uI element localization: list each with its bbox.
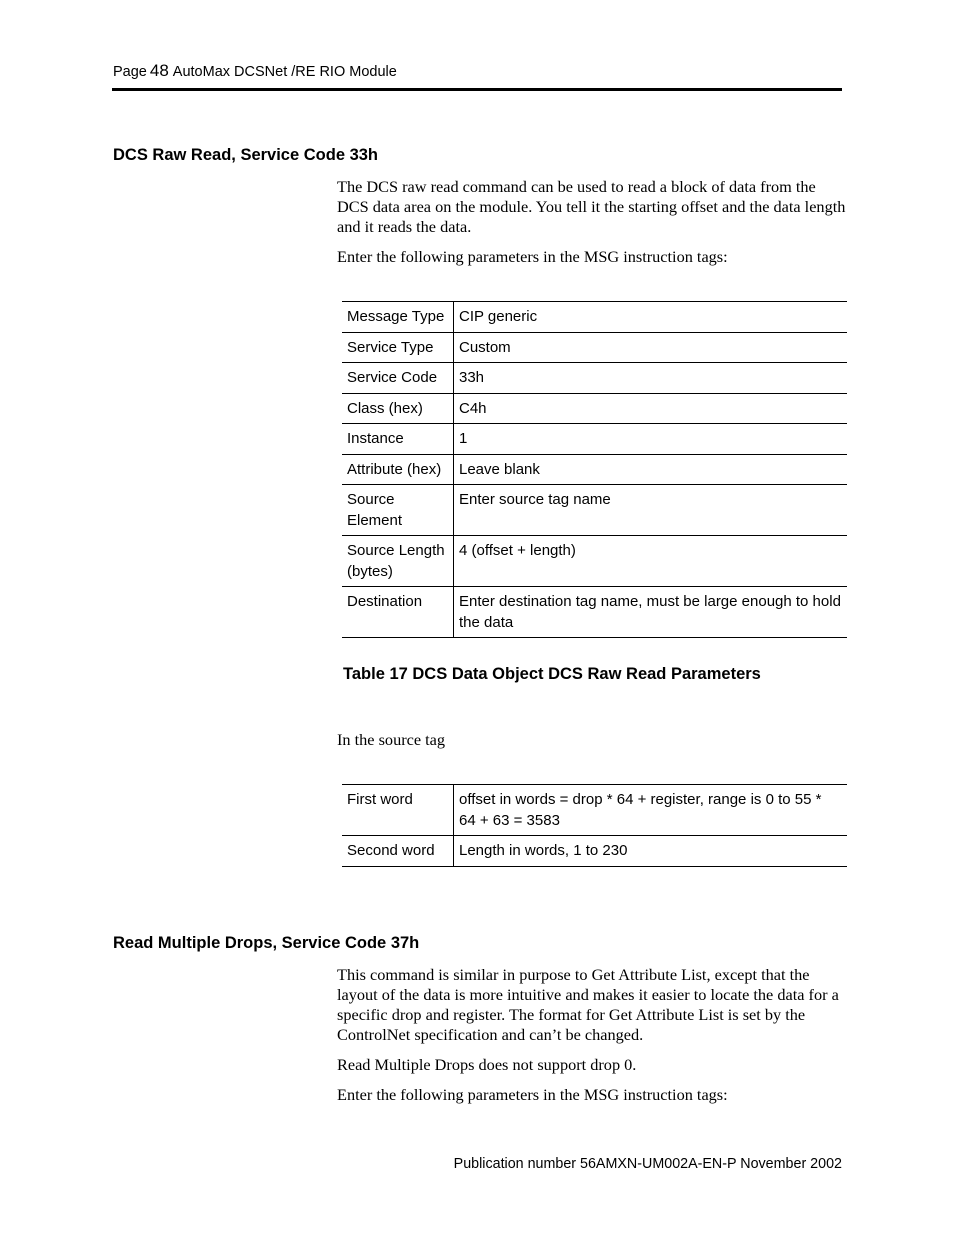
table-row: [342, 836, 847, 867]
paragraph-enter-parameters-2: Enter the following parameters in the MSG instruction tags:: [337, 1085, 728, 1104]
table-row: [342, 454, 847, 485]
table-row: [342, 587, 847, 638]
table-row: [342, 785, 847, 836]
param-name: Source Element: [342, 485, 454, 536]
table-caption: Table 17 DCS Data Object DCS Raw Read Parameters: [343, 665, 761, 683]
table-row: [342, 424, 847, 455]
param-name: Service Code: [342, 363, 454, 394]
param-name: Attribute (hex): [342, 454, 454, 485]
page-header: [113, 61, 397, 81]
table-row: [342, 393, 847, 424]
table-row: [342, 302, 847, 333]
raw-read-parameters-table: [342, 301, 847, 638]
word-name: Second word: [342, 836, 454, 867]
param-value: Leave blank: [454, 454, 848, 485]
table-row: [342, 536, 847, 587]
param-value: Custom: [454, 332, 848, 363]
document-title: AutoMax DCSNet /RE RIO Module: [172, 64, 397, 80]
word-description: Length in words, 1 to 230: [454, 836, 848, 867]
source-tag-table: [342, 784, 847, 867]
paragraph-enter-parameters: Enter the following parameters in the MSG instruction tags:: [337, 247, 728, 266]
param-value: C4h: [454, 393, 848, 424]
param-name: Destination: [342, 587, 454, 638]
param-name: Message Type: [342, 302, 454, 333]
paragraph-raw-read-description: The DCS raw read command can be used to read a block of data from the DCS data area on the module. You tell it the starting offset and the data length and it reads the data.: [337, 177, 846, 236]
page-number: 48: [149, 61, 169, 80]
param-name: Service Type: [342, 332, 454, 363]
word-name: First word: [342, 785, 454, 836]
page-label: Page: [113, 64, 147, 80]
table-row: [342, 332, 847, 363]
param-value: 1: [454, 424, 848, 455]
param-value: 4 (offset + length): [454, 536, 848, 587]
param-name: Instance: [342, 424, 454, 455]
section-title-dcs-raw-read: DCS Raw Read, Service Code 33h: [113, 146, 379, 164]
publication-footer: Publication number 56AMXN-UM002A-EN-P November 2002: [453, 1156, 842, 1172]
param-value: CIP generic: [454, 302, 848, 333]
param-name: Class (hex): [342, 393, 454, 424]
table-row: [342, 485, 847, 536]
param-value: Enter source tag name: [454, 485, 848, 536]
paragraph-read-multiple-description: This command is similar in purpose to Get Attribute List, except that the layout of the data is more intuitive and makes it easier to locate the data for a specific drop and register. The format for Get Attribute List is set by the ControlNet specification and can’t be changed.: [337, 965, 839, 1044]
param-value: Enter destination tag name, must be large enough to hold the data: [454, 587, 848, 638]
section-title-read-multiple-drops: Read Multiple Drops, Service Code 37h: [113, 934, 420, 952]
paragraph-drop-zero-note: Read Multiple Drops does not support drop 0.: [337, 1055, 637, 1074]
paragraph-source-tag-intro: In the source tag: [337, 730, 446, 749]
word-description: offset in words = drop * 64 + register, range is 0 to 55 * 64 + 63 = 3583: [454, 785, 848, 836]
param-name: Source Length (bytes): [342, 536, 454, 587]
param-value: 33h: [454, 363, 848, 394]
header-rule: [112, 88, 842, 91]
table-row: [342, 363, 847, 394]
